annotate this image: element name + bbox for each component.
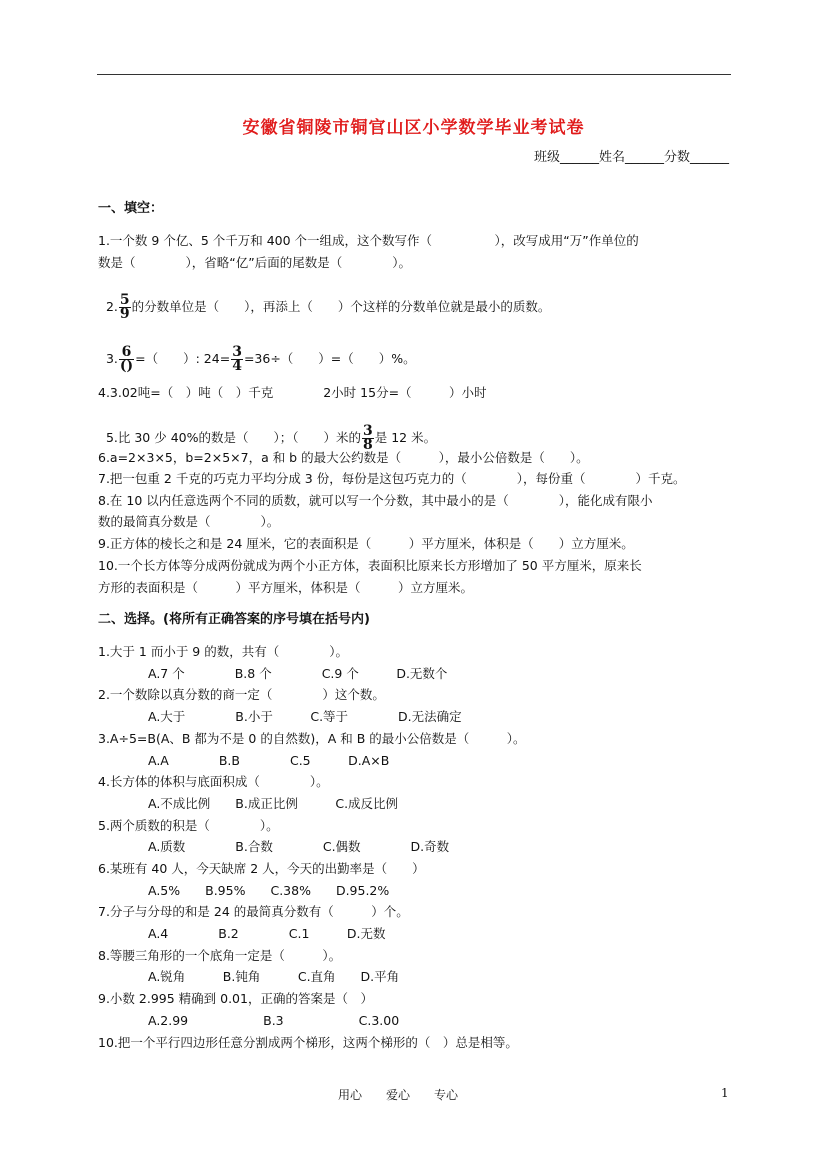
fraction-5-9: [119, 294, 131, 321]
s2-q4: 4.长方体的体积与底面积成（ ）。: [98, 774, 329, 789]
s1-q3: [98, 330, 416, 373]
fraction-denominator: 4: [232, 358, 242, 374]
s2-q5-options: A.质数 B.合数 C.偶数 D.奇数: [148, 839, 450, 854]
s2-q9: 9.小数 2.995 精确到 0.01，正确的答案是（ ）: [98, 991, 373, 1006]
fraction-3-8: [362, 425, 374, 452]
fraction-denominator: 8: [363, 437, 373, 453]
s2-q6-options: A.5% B.95% C.38% D.95.2%: [148, 883, 390, 898]
s2-q2-options: A.大于 B.小于 C.等于 D.无法确定: [148, 709, 462, 724]
s2-q2: 2.一个数除以真分数的商一定（ ）这个数。: [98, 687, 385, 702]
s1-q8-line2: 数的最简真分数是（ ）。: [98, 514, 280, 529]
s1-q3-mid: =（ ）: 24=: [135, 351, 231, 366]
fraction-numerator: 3: [232, 344, 242, 360]
fraction-denominator: (): [119, 358, 134, 374]
class-name-score-line: 班级______姓名______分数______: [533, 150, 729, 165]
s1-q10-line2: 方形的表面积是（ ）平方厘米，体积是（ ）立方厘米。: [98, 580, 474, 595]
section2-heading: 二、选择。(将所有正确答案的序号填在括号内): [98, 612, 370, 627]
s1-q5-text-pre: 5.比 30 少 40%的数是（ ）；（ ）米的: [105, 430, 361, 445]
s2-q1-options: A.7 个 B.8 个 C.9 个 D.无数个: [148, 666, 448, 681]
s1-q10-line1: 10.一个长方体等分成两份就成为两个小正方体，表面积比原来长方形增加了 50 平方厘米，原来长: [98, 558, 642, 573]
s2-q5: 5.两个质数的积是（ ）。: [98, 818, 279, 833]
s1-q5: [98, 409, 436, 452]
s2-q8: 8.等腰三角形的一个底角一定是（ ）。: [98, 948, 342, 963]
fraction-numerator: 5: [119, 292, 130, 308]
s2-q3-options: A.A B.B C.5 D.A×B: [148, 753, 390, 768]
s2-q10: 10.把一个平行四边形任意分割成两个梯形，这两个梯形的（ ）总是相等。: [98, 1035, 518, 1050]
s1-q6: 6.a=2×3×5，b=2×5×7，a 和 b 的最大公约数是（ ），最小公倍数是（ ）。: [98, 450, 589, 465]
page-number: 1: [721, 1086, 729, 1100]
s1-q4: 4.3.02吨=（ ）吨（ ）千克 2小时 15分=（ ）小时: [98, 385, 487, 400]
s1-q2-prefix: 2.: [105, 299, 118, 314]
s1-q8-line1: 8.在 10 以内任意选两个不同的质数，就可以写一个分数，其中最小的是（ ），能化成有限小: [98, 493, 653, 508]
s1-q1-line1: 1.一个数 9 个亿、5 个千万和 400 个一组成，这个数写作（ ），改写成用“万”作单位的: [98, 233, 639, 248]
fraction-numerator: 3: [363, 423, 373, 439]
fraction-numerator: 6: [119, 346, 134, 360]
s1-q9: 9.正方体的棱长之和是 24 厘米，它的表面积是（ ）平方厘米，体积是（ ）立方厘米。: [98, 536, 634, 551]
s1-q3-text: =36÷（ ）=（ ）%。: [243, 351, 416, 366]
s2-q1: 1.大于 1 而小于 9 的数，共有（ ）。: [98, 644, 348, 659]
fraction-3-4: [231, 346, 243, 373]
page-footer: 用心 爱心 专心: [338, 1088, 459, 1102]
s1-q3-prefix: 3.: [105, 351, 118, 366]
exam-title: 安徽省铜陵市铜官山区小学数学毕业考试卷: [242, 118, 585, 138]
s2-q7: 7.分子与分母的和是 24 的最简真分数有（ ）个。: [98, 904, 409, 919]
fraction-6-blank: [119, 346, 134, 373]
s1-q7: 7.把一包重 2 千克的巧克力平均分成 3 份，每份是这包巧克力的（ ），每份重（ ）千克。: [98, 471, 686, 486]
s2-q8-options: A.锐角 B.钝角 C.直角 D.平角: [148, 969, 400, 984]
s1-q2-text: 的分数单位是（ ），再添上（ ）个这样的分数单位就是最小的质数。: [131, 299, 551, 314]
header-rule: [97, 74, 731, 75]
s1-q5-text-post: 是 12 米。: [374, 430, 437, 445]
fraction-denominator: 9: [119, 306, 130, 322]
s1-q2: [98, 278, 550, 321]
s2-q7-options: A.4 B.2 C.1 D.无数: [148, 926, 386, 941]
section1-heading: 一、填空：: [98, 201, 164, 216]
s2-q6: 6.某班有 40 人，今天缺席 2 人，今天的出勤率是（ ）: [98, 861, 425, 876]
s2-q4-options: A.不成比例 B.成正比例 C.成反比例: [148, 796, 399, 811]
s2-q3: 3.A÷5=B(A、B 都为不是 0 的自然数)，A 和 B 的最小公倍数是（ ）。: [98, 731, 526, 746]
s1-q1-line2: 数是（ ），省略“亿”后面的尾数是（ ）。: [98, 255, 411, 270]
s2-q9-options: A.2.99 B.3 C.3.00: [148, 1013, 400, 1028]
